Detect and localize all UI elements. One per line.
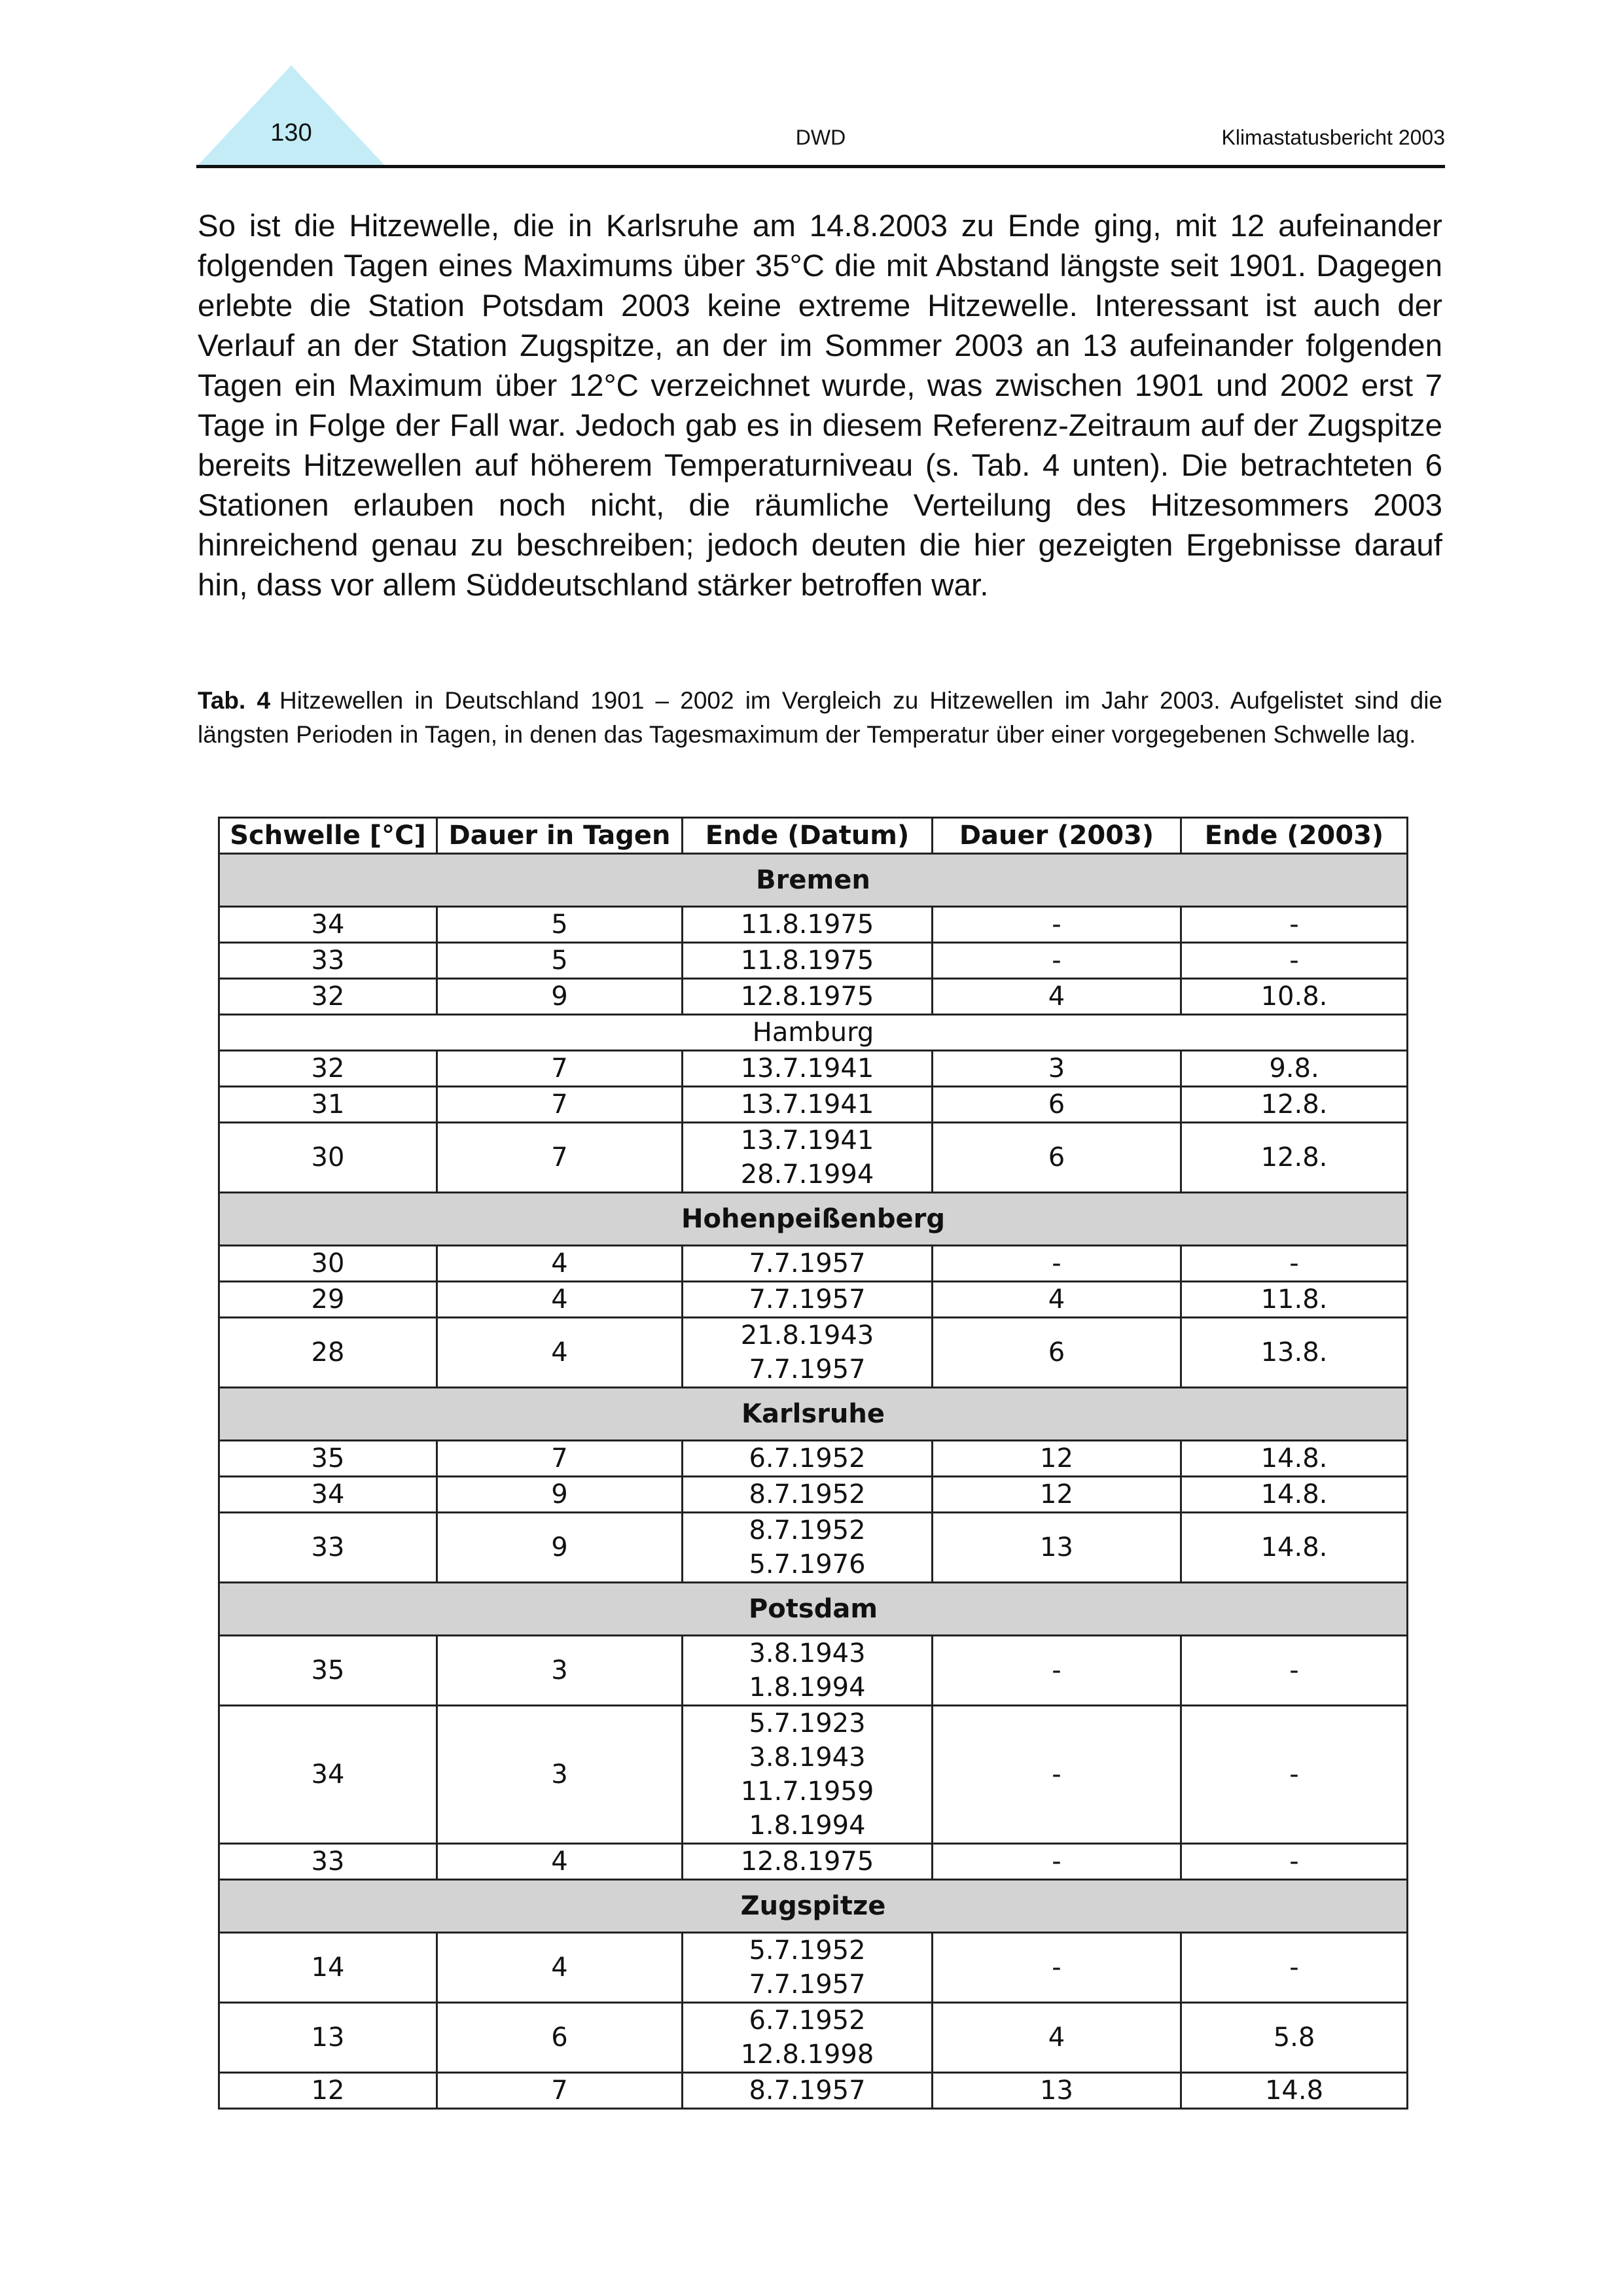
table-cell: 7: [437, 1441, 683, 1477]
table-cell: 33: [219, 943, 437, 979]
table-cell: 6: [933, 1318, 1181, 1388]
table-cell: 11.8.: [1181, 1282, 1408, 1318]
table-cell: 35: [219, 1636, 437, 1706]
table-cell: 7: [437, 1051, 683, 1087]
header-publisher: DWD: [795, 126, 846, 149]
table-cell: 14.8.: [1181, 1477, 1408, 1513]
table-cell: 3: [933, 1051, 1181, 1087]
table-cell: 12: [933, 1477, 1181, 1513]
table-cell: 12: [219, 2073, 437, 2109]
table-cell: 4: [933, 1282, 1181, 1318]
heatwave-table: [218, 817, 1408, 2110]
station-row: [219, 854, 1408, 907]
station-row: [219, 1880, 1408, 1933]
table-cell: 14.8.: [1181, 1513, 1408, 1583]
table-cell: -: [933, 943, 1181, 979]
table-cell: 4: [437, 1844, 683, 1880]
table-row: [219, 1477, 1408, 1513]
table-cell: 28: [219, 1318, 437, 1388]
table-cell: 13: [933, 1513, 1181, 1583]
table-cell: 4: [933, 2003, 1181, 2073]
table-cell: 6.7.1952: [683, 1441, 933, 1477]
station-name: Karlsruhe: [219, 1388, 1408, 1441]
table-row: [219, 2073, 1408, 2109]
table-row: [219, 907, 1408, 943]
table-row: [219, 1051, 1408, 1087]
station-row: [219, 1583, 1408, 1636]
table-cell: -: [1181, 943, 1408, 979]
table-row: [219, 1844, 1408, 1880]
table-cell: 9: [437, 979, 683, 1015]
table-row: [219, 1933, 1408, 2003]
table-cell: 34: [219, 1477, 437, 1513]
table-cell: -: [1181, 1636, 1408, 1706]
table-cell: 30: [219, 1246, 437, 1282]
table-cell: 21.8.1943 7.7.1957: [683, 1318, 933, 1388]
table-cell: 14.8.: [1181, 1441, 1408, 1477]
page-number-triangle-icon: [196, 65, 386, 167]
table-cell: 9.8.: [1181, 1051, 1408, 1087]
table-cell: 33: [219, 1513, 437, 1583]
table-cell: -: [1181, 1246, 1408, 1282]
table-cell: 31: [219, 1087, 437, 1123]
table-cell: 32: [219, 979, 437, 1015]
table-body: [219, 854, 1408, 2109]
table-caption-text: Hitzewellen in Deutschland 1901 – 2002 im Vergleich zu Hitzewellen im Jahr 2003. Aufgelistet sind die längsten Perioden in Tagen, in denen das Tagesmaximum der Temperatur über einer vorgegebenen Schwelle lag.: [198, 687, 1442, 748]
table-cell: 35: [219, 1441, 437, 1477]
table-cell: 13: [933, 2073, 1181, 2109]
body-paragraph: So ist die Hitzewelle, die in Karlsruhe am 14.8.2003 zu Ende ging, mit 12 aufeinander folgenden Tagen eines Maximums über 35°C die mit Abstand längste seit 1901. Dagegen erlebte die Station Potsdam 2003 keine extreme Hitzewelle. Interessant ist auch der Verlauf an der Station Zugspitze, an der im Sommer 2003 an 13 aufeinander folgenden Tagen ein Maximum über 12°C verzeichnet wurde, was zwischen 1901 und 2002 erst 7 Tage in Folge der Fall war. Jedoch gab es in diesem Referenz-Zeitraum auf der Zugspitze bereits Hitzewellen auf höherem Temperaturniveau (s. Tab. 4 unten). Die betrachteten 6 Stationen erlauben noch nicht, die räumliche Verteilung des Hitzesommers 2003 hinreichend genau zu beschreiben; jedoch deuten die hier gezeigten Ergebnisse darauf hin, dass vor allem Süddeutschland stärker betroffen war.: [198, 209, 1442, 603]
table-cell: 7: [437, 2073, 683, 2109]
station-name: Zugspitze: [219, 1880, 1408, 1933]
column-header: Dauer in Tagen: [437, 818, 683, 854]
table-header-row: [219, 818, 1408, 854]
table-cell: 12.8.1975: [683, 1844, 933, 1880]
table-cell: 7.7.1957: [683, 1246, 933, 1282]
table-cell: 13.7.1941: [683, 1051, 933, 1087]
table-cell: 32: [219, 1051, 437, 1087]
table-cell: 13: [219, 2003, 437, 2073]
table-row: [219, 1087, 1408, 1123]
table-cell: 6: [933, 1123, 1181, 1193]
station-row: [219, 1193, 1408, 1246]
table-cell: 11.8.1975: [683, 907, 933, 943]
table-caption-label: Tab. 4: [198, 687, 271, 714]
table-cell: 30: [219, 1123, 437, 1193]
table-cell: 8.7.1957: [683, 2073, 933, 2109]
table-cell: 29: [219, 1282, 437, 1318]
station-name: Potsdam: [219, 1583, 1408, 1636]
table-cell: 12.8.: [1181, 1087, 1408, 1123]
table-cell: 13.7.1941: [683, 1087, 933, 1123]
table-cell: -: [1181, 1933, 1408, 2003]
table-cell: 8.7.1952 5.7.1976: [683, 1513, 933, 1583]
table-cell: 33: [219, 1844, 437, 1880]
table-cell: 12.8.1975: [683, 979, 933, 1015]
table-row: [219, 1636, 1408, 1706]
table-cell: -: [1181, 1844, 1408, 1880]
table-cell: 14: [219, 1933, 437, 2003]
table-row: [219, 1513, 1408, 1583]
table-cell: 8.7.1952: [683, 1477, 933, 1513]
table-cell: 7: [437, 1123, 683, 1193]
table-cell: 13.8.: [1181, 1318, 1408, 1388]
table-cell: -: [933, 1706, 1181, 1844]
station-name: Hohenpeißenberg: [219, 1193, 1408, 1246]
station-row: [219, 1015, 1408, 1051]
table-cell: -: [1181, 1706, 1408, 1844]
table-row: [219, 1246, 1408, 1282]
table-cell: -: [933, 907, 1181, 943]
table-cell: 5.7.1952 7.7.1957: [683, 1933, 933, 2003]
table-cell: 5.8: [1181, 2003, 1408, 2073]
table-row: [219, 943, 1408, 979]
table-row: [219, 979, 1408, 1015]
table-cell: 4: [437, 1933, 683, 2003]
table-cell: 6.7.1952 12.8.1998: [683, 2003, 933, 2073]
table-cell: 4: [437, 1282, 683, 1318]
table-row: [219, 1123, 1408, 1193]
table-cell: -: [933, 1933, 1181, 2003]
table-cell: 13.7.1941 28.7.1994: [683, 1123, 933, 1193]
table-cell: -: [1181, 907, 1408, 943]
station-name: Bremen: [219, 854, 1408, 907]
column-header: Dauer (2003): [933, 818, 1181, 854]
page-number: 130: [270, 119, 312, 147]
table-row: [219, 1441, 1408, 1477]
table-cell: 4: [437, 1246, 683, 1282]
table-row: [219, 1318, 1408, 1388]
table-cell: 12: [933, 1441, 1181, 1477]
table-cell: 11.8.1975: [683, 943, 933, 979]
table-cell: 34: [219, 907, 437, 943]
table-cell: 9: [437, 1477, 683, 1513]
page-header: [196, 65, 1445, 170]
table-cell: 4: [437, 1318, 683, 1388]
table-cell: -: [933, 1844, 1181, 1880]
station-name: Hamburg: [219, 1015, 1408, 1051]
table-cell: 6: [437, 2003, 683, 2073]
table-cell: 5: [437, 907, 683, 943]
column-header: Schwelle [°C]: [219, 818, 437, 854]
table-row: [219, 2003, 1408, 2073]
table-row: [219, 1282, 1408, 1318]
header-report-title: Klimastatusbericht 2003: [1221, 126, 1445, 149]
table-cell: 3: [437, 1636, 683, 1706]
table-cell: 7: [437, 1087, 683, 1123]
table-cell: 4: [933, 979, 1181, 1015]
table-cell: 14.8: [1181, 2073, 1408, 2109]
table-caption: [198, 684, 1442, 752]
column-header: Ende (2003): [1181, 818, 1408, 854]
table-cell: 9: [437, 1513, 683, 1583]
table-row: [219, 1706, 1408, 1844]
station-row: [219, 1388, 1408, 1441]
header-divider: [196, 165, 1445, 168]
table-cell: -: [933, 1636, 1181, 1706]
table-cell: 3: [437, 1706, 683, 1844]
table-cell: 6: [933, 1087, 1181, 1123]
table-cell: 3.8.1943 1.8.1994: [683, 1636, 933, 1706]
table-cell: 10.8.: [1181, 979, 1408, 1015]
table-cell: -: [933, 1246, 1181, 1282]
table-cell: 5.7.1923 3.8.1943 11.7.1959 1.8.1994: [683, 1706, 933, 1844]
table-cell: 34: [219, 1706, 437, 1844]
table-cell: 5: [437, 943, 683, 979]
table-cell: 7.7.1957: [683, 1282, 933, 1318]
column-header: Ende (Datum): [683, 818, 933, 854]
table-cell: 12.8.: [1181, 1123, 1408, 1193]
